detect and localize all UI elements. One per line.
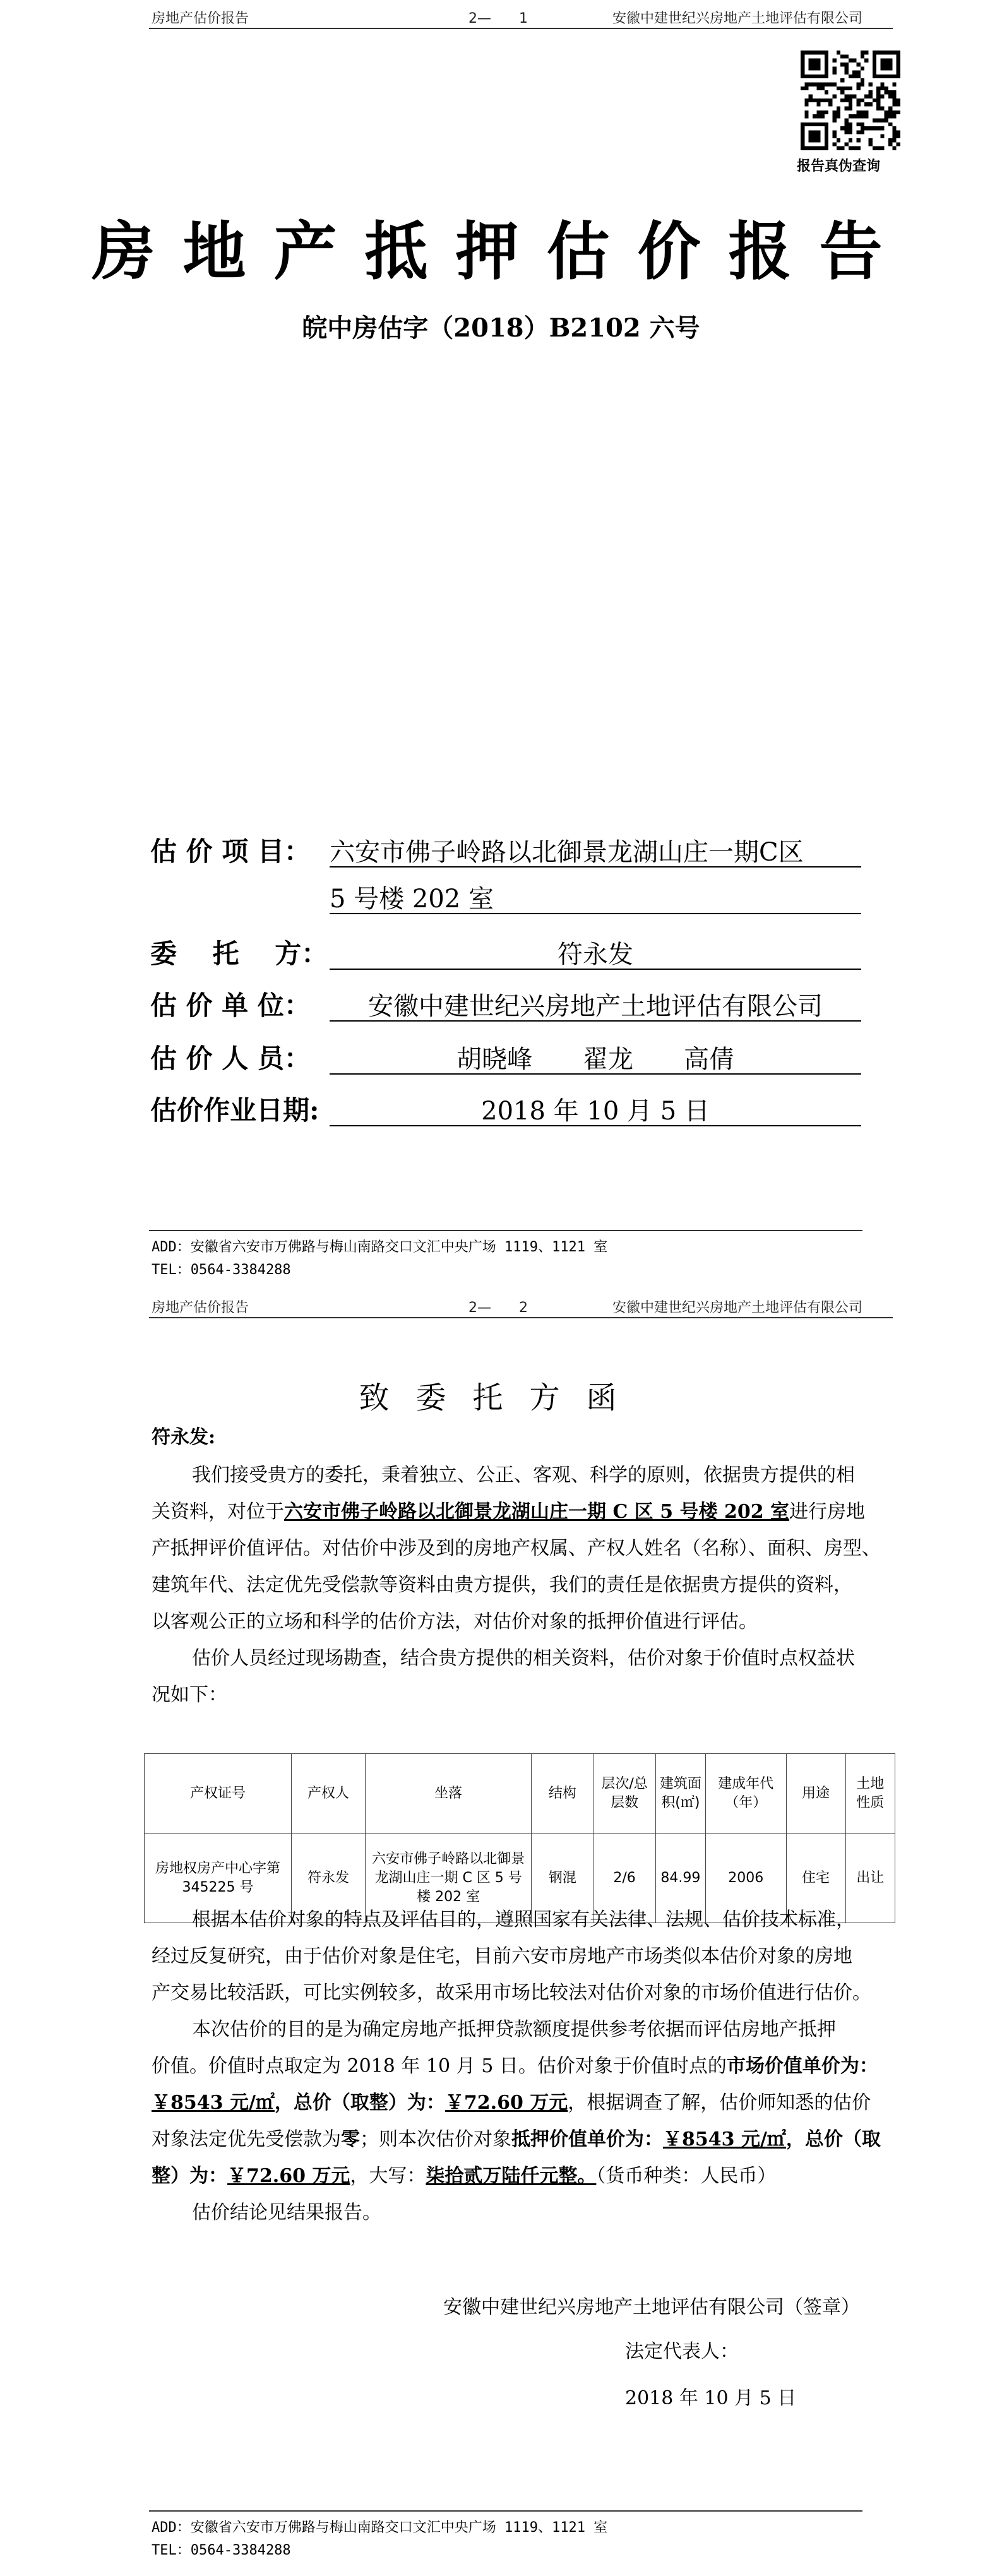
market-total-price: ￥72.60 万元 xyxy=(444,2092,568,2114)
project-underline-2 xyxy=(330,913,861,914)
market-unit-price: ￥8543 元/㎡ xyxy=(152,2092,275,2114)
mortgage-total-price: ￥72.60 万元 xyxy=(227,2165,350,2187)
qr-code-icon[interactable] xyxy=(801,51,900,150)
letter-title: 致委托方函 xyxy=(359,1380,643,1416)
table-header-cell: 坐落 xyxy=(366,1754,532,1834)
page1-header-page-number: 2— 1 xyxy=(468,11,528,27)
amount-in-words: 柒拾贰万陆仟元整。 xyxy=(426,2165,597,2187)
para4-line: 本次估价的目的是为确定房地产抵押贷款额度提供参考依据而评估房地产抵押 xyxy=(192,2018,836,2041)
paragraph-1 xyxy=(152,1457,897,1640)
property-rights-table xyxy=(144,1753,895,1923)
para4-text: 整）为： xyxy=(152,2165,227,2187)
appraisers-label: 估 价 人 员： xyxy=(150,1043,311,1074)
para1-line-part: 进行房地 xyxy=(789,1501,866,1523)
project-value-line2: 5 号楼 202 室 xyxy=(330,885,494,914)
table-cell: 六安市佛子岭路以北御景龙湖山庄一期 C 区 5 号楼 202 室 xyxy=(366,1834,532,1923)
project-underline-1 xyxy=(330,866,861,868)
market-value-label: 市场价值单价为： xyxy=(726,2055,878,2077)
page2-header-right: 安徽中建世纪兴房地产土地评估有限公司 xyxy=(612,1300,863,1316)
signature-company: 安徽中建世纪兴房地产土地评估有限公司（签章） xyxy=(443,2296,860,2318)
para2-line: 估价人员经过现场勘查，结合贵方提供的相关资料，估价对象于价值时点权益状 xyxy=(192,1647,855,1669)
paragraph-5: 估价结论见结果报告。 xyxy=(192,2202,381,2224)
page2-header-left: 房地产估价报告 xyxy=(152,1300,249,1316)
table-header-cell: 结构 xyxy=(532,1754,593,1834)
property-address: 六安市佛子岭路以北御景龙湖山庄一期 C 区 5 号楼 202 室 xyxy=(284,1501,790,1523)
para1-line: 产抵押评价值评估。对估价中涉及到的房地产权属、产权人姓名（名称）、面积、房型、 xyxy=(152,1537,881,1559)
para4-text: 价值。价值时点取定为 2018 年 10 月 5 日。估价对象于价值时点的 xyxy=(152,2055,727,2077)
table-header-cell: 土地性质 xyxy=(845,1754,895,1834)
priority-claim-value: 零 xyxy=(341,2128,360,2150)
mortgage-value-label: 抵押价值单价为： xyxy=(511,2128,663,2150)
table-cell: 住宅 xyxy=(786,1834,845,1923)
para1-line: 建筑年代、法定优先受偿款等资料由贵方提供，我们的责任是依据贵方提供的资料， xyxy=(152,1574,852,1596)
table-header-cell: 层次/总层数 xyxy=(593,1754,655,1834)
signature-representative: 法定代表人： xyxy=(625,2340,739,2363)
table-header-cell: 用途 xyxy=(786,1754,845,1834)
table-header-cell: 建成年代（年） xyxy=(706,1754,786,1834)
qr-caption: 报告真伪查询 xyxy=(797,158,881,174)
para4-line xyxy=(152,2048,897,2085)
client-underline xyxy=(330,969,861,970)
report-number: 皖中房估字（2018）B2102 六号 xyxy=(302,313,700,343)
report-title: 房地产抵押估价报告 xyxy=(92,214,910,289)
client-value: 符永发 xyxy=(558,940,633,969)
client-label: 委 托 方： xyxy=(150,938,328,969)
para4-text: ，总价（取整）为： xyxy=(274,2092,445,2114)
para3-line: 产交易比较活跃，可比实例较多，故采用市场比较法对估价对象的市场价值进行估价。 xyxy=(152,1982,871,2004)
para4-text: ，根据调查了解，估价师知悉的估价 xyxy=(568,2092,871,2114)
para4-line xyxy=(152,2121,897,2158)
appraisers-underline xyxy=(330,1073,861,1075)
page1-footer-tel: TEL：0564-3384288 xyxy=(152,1262,291,1278)
paragraph-2 xyxy=(152,1640,897,1714)
table-cell: 钢混 xyxy=(532,1834,593,1923)
unit-underline xyxy=(330,1020,861,1022)
para3-line: 经过反复研究，由于估价对象是住宅，目前六安市房地产市场类似本估价对象的房地 xyxy=(152,1945,852,1967)
table-cell: 2/6 xyxy=(593,1834,655,1923)
paragraph-4 xyxy=(152,2012,897,2195)
page2-header-rule xyxy=(149,1317,893,1318)
para4-line xyxy=(152,2158,897,2195)
para4-text: ，大写： xyxy=(350,2165,426,2187)
paragraph-3 xyxy=(152,1902,897,2012)
para4-text: ，总价（取 xyxy=(785,2128,881,2150)
unit-value: 安徽中建世纪兴房地产土地评估有限公司 xyxy=(368,992,823,1021)
table-cell: 房地权房产中心字第 345225 号 xyxy=(145,1834,292,1923)
para1-line: 我们接受贵方的委托，秉着独立、公正、客观、科学的原则，依据贵方提供的相 xyxy=(192,1464,855,1486)
salutation: 符永发: xyxy=(152,1426,216,1448)
currency-note: （货币种类：人民币） xyxy=(596,2165,777,2187)
para4-text: ；则本次估价对象 xyxy=(360,2128,511,2150)
project-label: 估 价 项 目： xyxy=(150,836,311,867)
para2-line: 况如下： xyxy=(152,1684,227,1706)
page2-footer-address: ADD：安徽省六安市万佛路与梅山南路交口文汇中央广场 1119、1121 室 xyxy=(152,2520,608,2536)
table-header-cell: 产权证号 xyxy=(145,1754,292,1834)
table-cell: 符永发 xyxy=(291,1834,365,1923)
para3-line: 根据本估价对象的特点及评估目的，遵照国家有关法律、法规、估价技术标准， xyxy=(192,1909,855,1931)
table-cell: 2006 xyxy=(706,1834,786,1923)
date-underline xyxy=(330,1125,861,1126)
appraisers-value: 胡晓峰 翟龙 高倩 xyxy=(456,1045,734,1074)
table-header-cell: 建筑面积(㎡) xyxy=(655,1754,705,1834)
signature-date: 2018 年 10 月 5 日 xyxy=(625,2387,797,2409)
table-header-row xyxy=(145,1754,895,1834)
page1-footer-address: ADD：安徽省六安市万佛路与梅山南路交口文汇中央广场 1119、1121 室 xyxy=(152,1239,608,1255)
date-value: 2018 年 10 月 5 日 xyxy=(481,1097,710,1126)
unit-label: 估 价 单 位： xyxy=(150,990,311,1021)
para1-line xyxy=(152,1494,897,1530)
project-value-line1: 六安市佛子岭路以北御景龙湖山庄一期C区 xyxy=(330,838,804,867)
page1-header-rule xyxy=(149,28,893,29)
page2-footer-tel: TEL：0564-3384288 xyxy=(152,2543,291,2558)
date-label: 估价作业日期: xyxy=(150,1095,319,1126)
para4-line xyxy=(152,2085,897,2121)
para1-line-part: 关资料，对位于 xyxy=(152,1501,284,1523)
mortgage-unit-price: ￥8543 元/㎡ xyxy=(663,2128,786,2150)
page1-header-right: 安徽中建世纪兴房地产土地评估有限公司 xyxy=(612,11,863,27)
para1-line: 以客观公正的立场和科学的估价方法，对估价对象的抵押价值进行评估。 xyxy=(152,1611,758,1633)
page1-footer-rule xyxy=(149,1230,862,1231)
para4-text: 对象法定优先受偿款为 xyxy=(152,2128,341,2150)
page2-header-page-number: 2— 2 xyxy=(468,1300,528,1316)
page1-header-left: 房地产估价报告 xyxy=(152,11,249,27)
table-cell: 84.99 xyxy=(655,1834,705,1923)
table-header-cell: 产权人 xyxy=(291,1754,365,1834)
table-cell: 出让 xyxy=(845,1834,895,1923)
page2-footer-rule xyxy=(149,2510,862,2512)
